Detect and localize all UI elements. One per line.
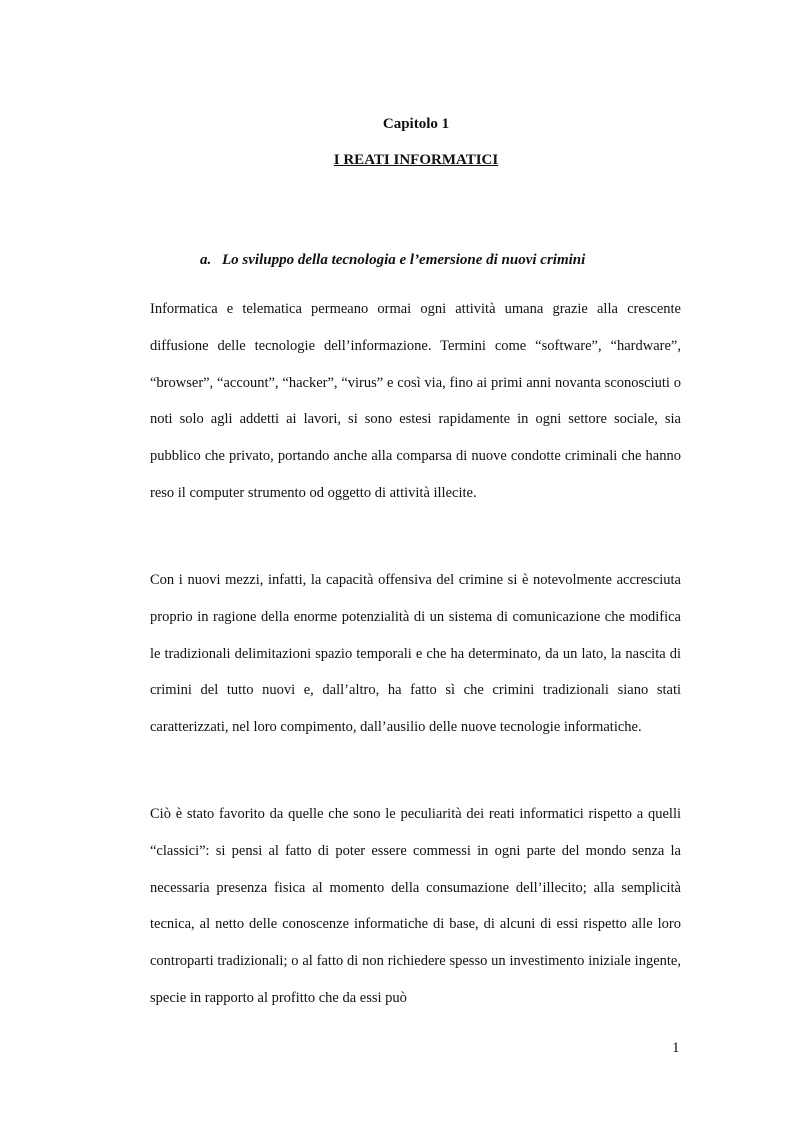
paragraph: Ciò è stato favorito da quelle che sono le peculiarità dei reati informatici rispetto a quelli “classici”: si pensi al fatto di poter essere commessi in ogni parte del mondo senza la necessaria presenza fisica al momento della consumazione dell’illecito; alla semplicità tecnica, al netto delle conoscenze informatiche di base, di alcuni di essi rispetto alle loro controparti tradizionali; o al fatto di non richiedere spesso un investimento iniziale ingente, specie in rapporto al profitto che da essi può (150, 806, 681, 1006)
chapter-label: Capitolo 1 (382, 116, 450, 132)
section-title: Lo sviluppo della tecnologia e l’emersione di nuovi crimini (222, 252, 586, 268)
section-marker: a. (200, 252, 212, 268)
section-heading (200, 252, 585, 269)
paragraph: Informatica e telematica permeano ormai ogni attività umana grazie alla crescente diffusione delle tecnologie dell’informazione. Termini come “software”, “hardware”, “browser”, “account”, “hacker”, “virus” e così via, fino ai primi anni novanta sconosciuti o noti solo agli addetti ai lavori, si sono estesi rapidamente in ogni settore sociale, sia pubblico che privato, portando anche alla comparsa di nuove condotte criminali che hanno reso il computer strumento od oggetto di attività illecite. (150, 301, 681, 501)
chapter-title: I REATI INFORMATICI (333, 152, 499, 168)
paragraph: Con i nuovi mezzi, infatti, la capacità offensiva del crimine si è notevolmente accresciuta proprio in ragione della enorme potenzialità di un sistema di comunicazione che modifica le tradizionali delimitazioni spazio temporali e che ha determinato, da un lato, la nascita di crimini del tutto nuovi e, dall’altro, ha fatto sì che crimini tradizionali siano stati caratterizzati, nel loro compimento, dall’ausilio delle nuove tecnologie informatiche. (150, 572, 681, 736)
page-number: 1 (672, 1040, 680, 1056)
